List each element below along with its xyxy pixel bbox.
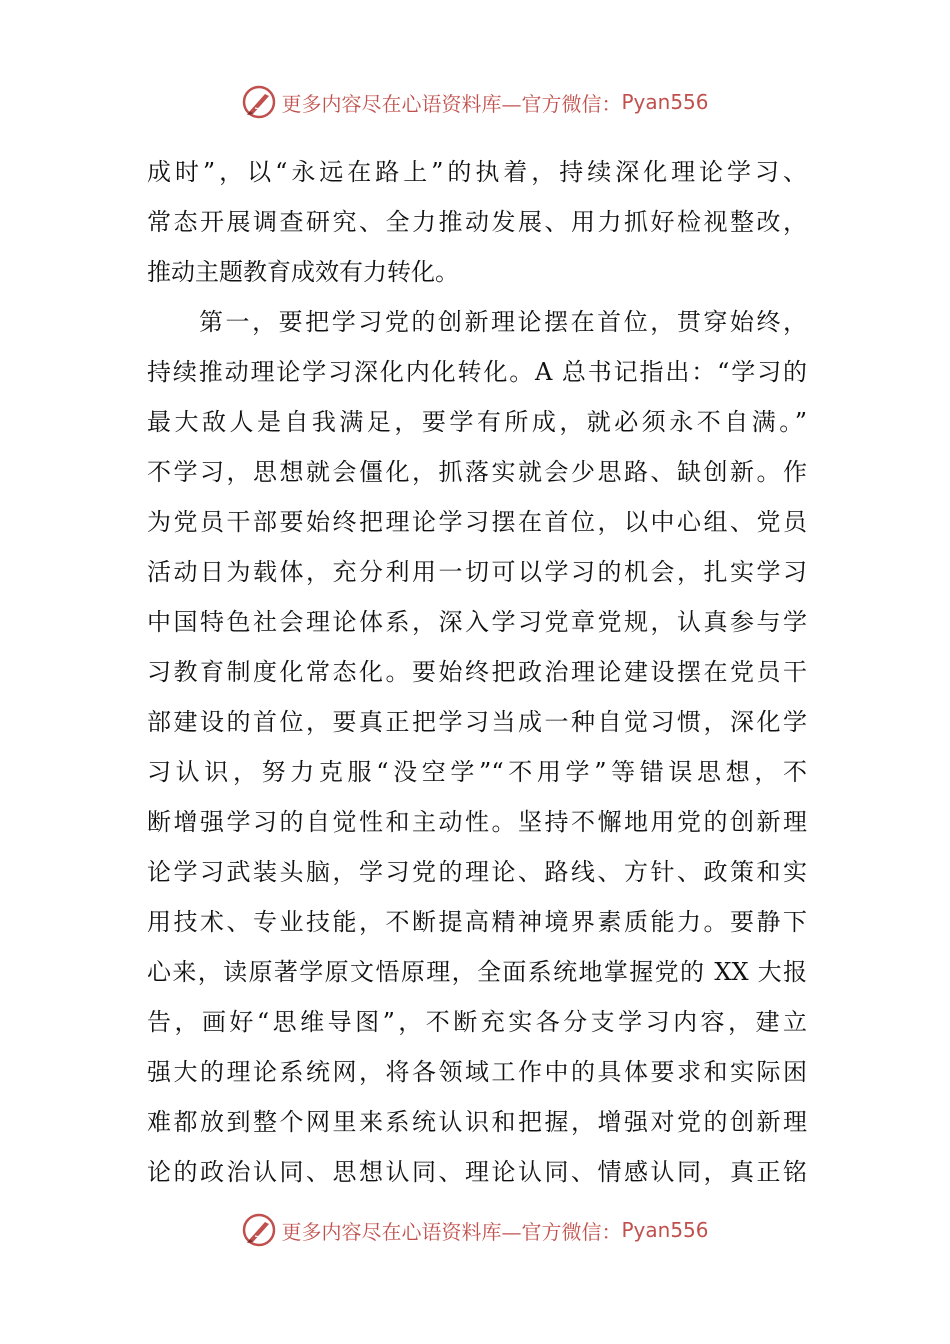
body-line: 断增强学习的自觉性和主动性。坚持不懈地用党的创新理 [147, 808, 807, 836]
footer-banner [0, 1210, 950, 1250]
pen-logo-icon [241, 84, 277, 120]
body-line: 论学习武装头脑，学习党的理论、路线、方针、政策和实 [147, 858, 807, 886]
body-line: 用技术、专业技能，不断提高精神境界素质能力。要静下 [147, 908, 807, 936]
body-line: 为党员干部要始终把理论学习摆在首位，以中心组、党员 [147, 508, 807, 536]
body-line: 成时”，以“永远在路上”的执着，持续深化理论学习、 [147, 158, 807, 186]
body-line: 习教育制度化常态化。要始终把政治理论建设摆在党员干 [147, 658, 807, 686]
body-line: 中国特色社会理论体系，深入学习党章党规，认真参与学 [147, 608, 807, 636]
body-line: 告，画好“思维导图”，不断充实各分支学习内容，建立 [147, 1008, 807, 1036]
pen-logo-icon [241, 1212, 277, 1248]
footer-banner-text: 更多内容尽在心语资料库—官方微信： [281, 1219, 622, 1244]
header-banner-text: 更多内容尽在心语资料库—官方微信： [281, 91, 622, 116]
body-line: 难都放到整个网里来系统认识和把握，增强对党的创新理 [147, 1108, 807, 1136]
body-line: 习认识，努力克服“没空学”“不用学”等错误思想，不 [147, 758, 807, 786]
body-line: 不学习，思想就会僵化，抓落实就会少思路、缺创新。作 [147, 458, 807, 486]
header-wechat-id: Pyan556 [621, 90, 709, 114]
body-line: 心来，读原著学原文悟原理，全面系统地掌握党的 XX 大报 [147, 958, 807, 986]
paragraph-first-line: 第一，要把学习党的创新理论摆在首位，贯穿始终， [199, 308, 807, 336]
body-line: 最大敌人是自我满足，要学有所成，就必须永不自满。” [147, 408, 807, 436]
header-banner [0, 82, 950, 122]
body-line: 部建设的首位，要真正把学习当成一种自觉习惯，深化学 [147, 708, 807, 736]
body-line: 强大的理论系统网，将各领域工作中的具体要求和实际困 [147, 1058, 807, 1086]
body-line: 持续推动理论学习深化内化转化。A 总书记指出：“学习的 [147, 358, 807, 386]
body-line: 活动日为载体，充分利用一切可以学习的机会，扎实学习 [147, 558, 807, 586]
document-body [147, 147, 807, 1197]
footer-wechat-id: Pyan556 [621, 1218, 709, 1242]
body-line: 论的政治认同、思想认同、理论认同、情感认同，真正铭 [147, 1158, 807, 1186]
body-line: 推动主题教育成效有力转化。 [147, 258, 459, 286]
body-line: 常态开展调查研究、全力推动发展、用力抓好检视整改， [147, 208, 807, 236]
